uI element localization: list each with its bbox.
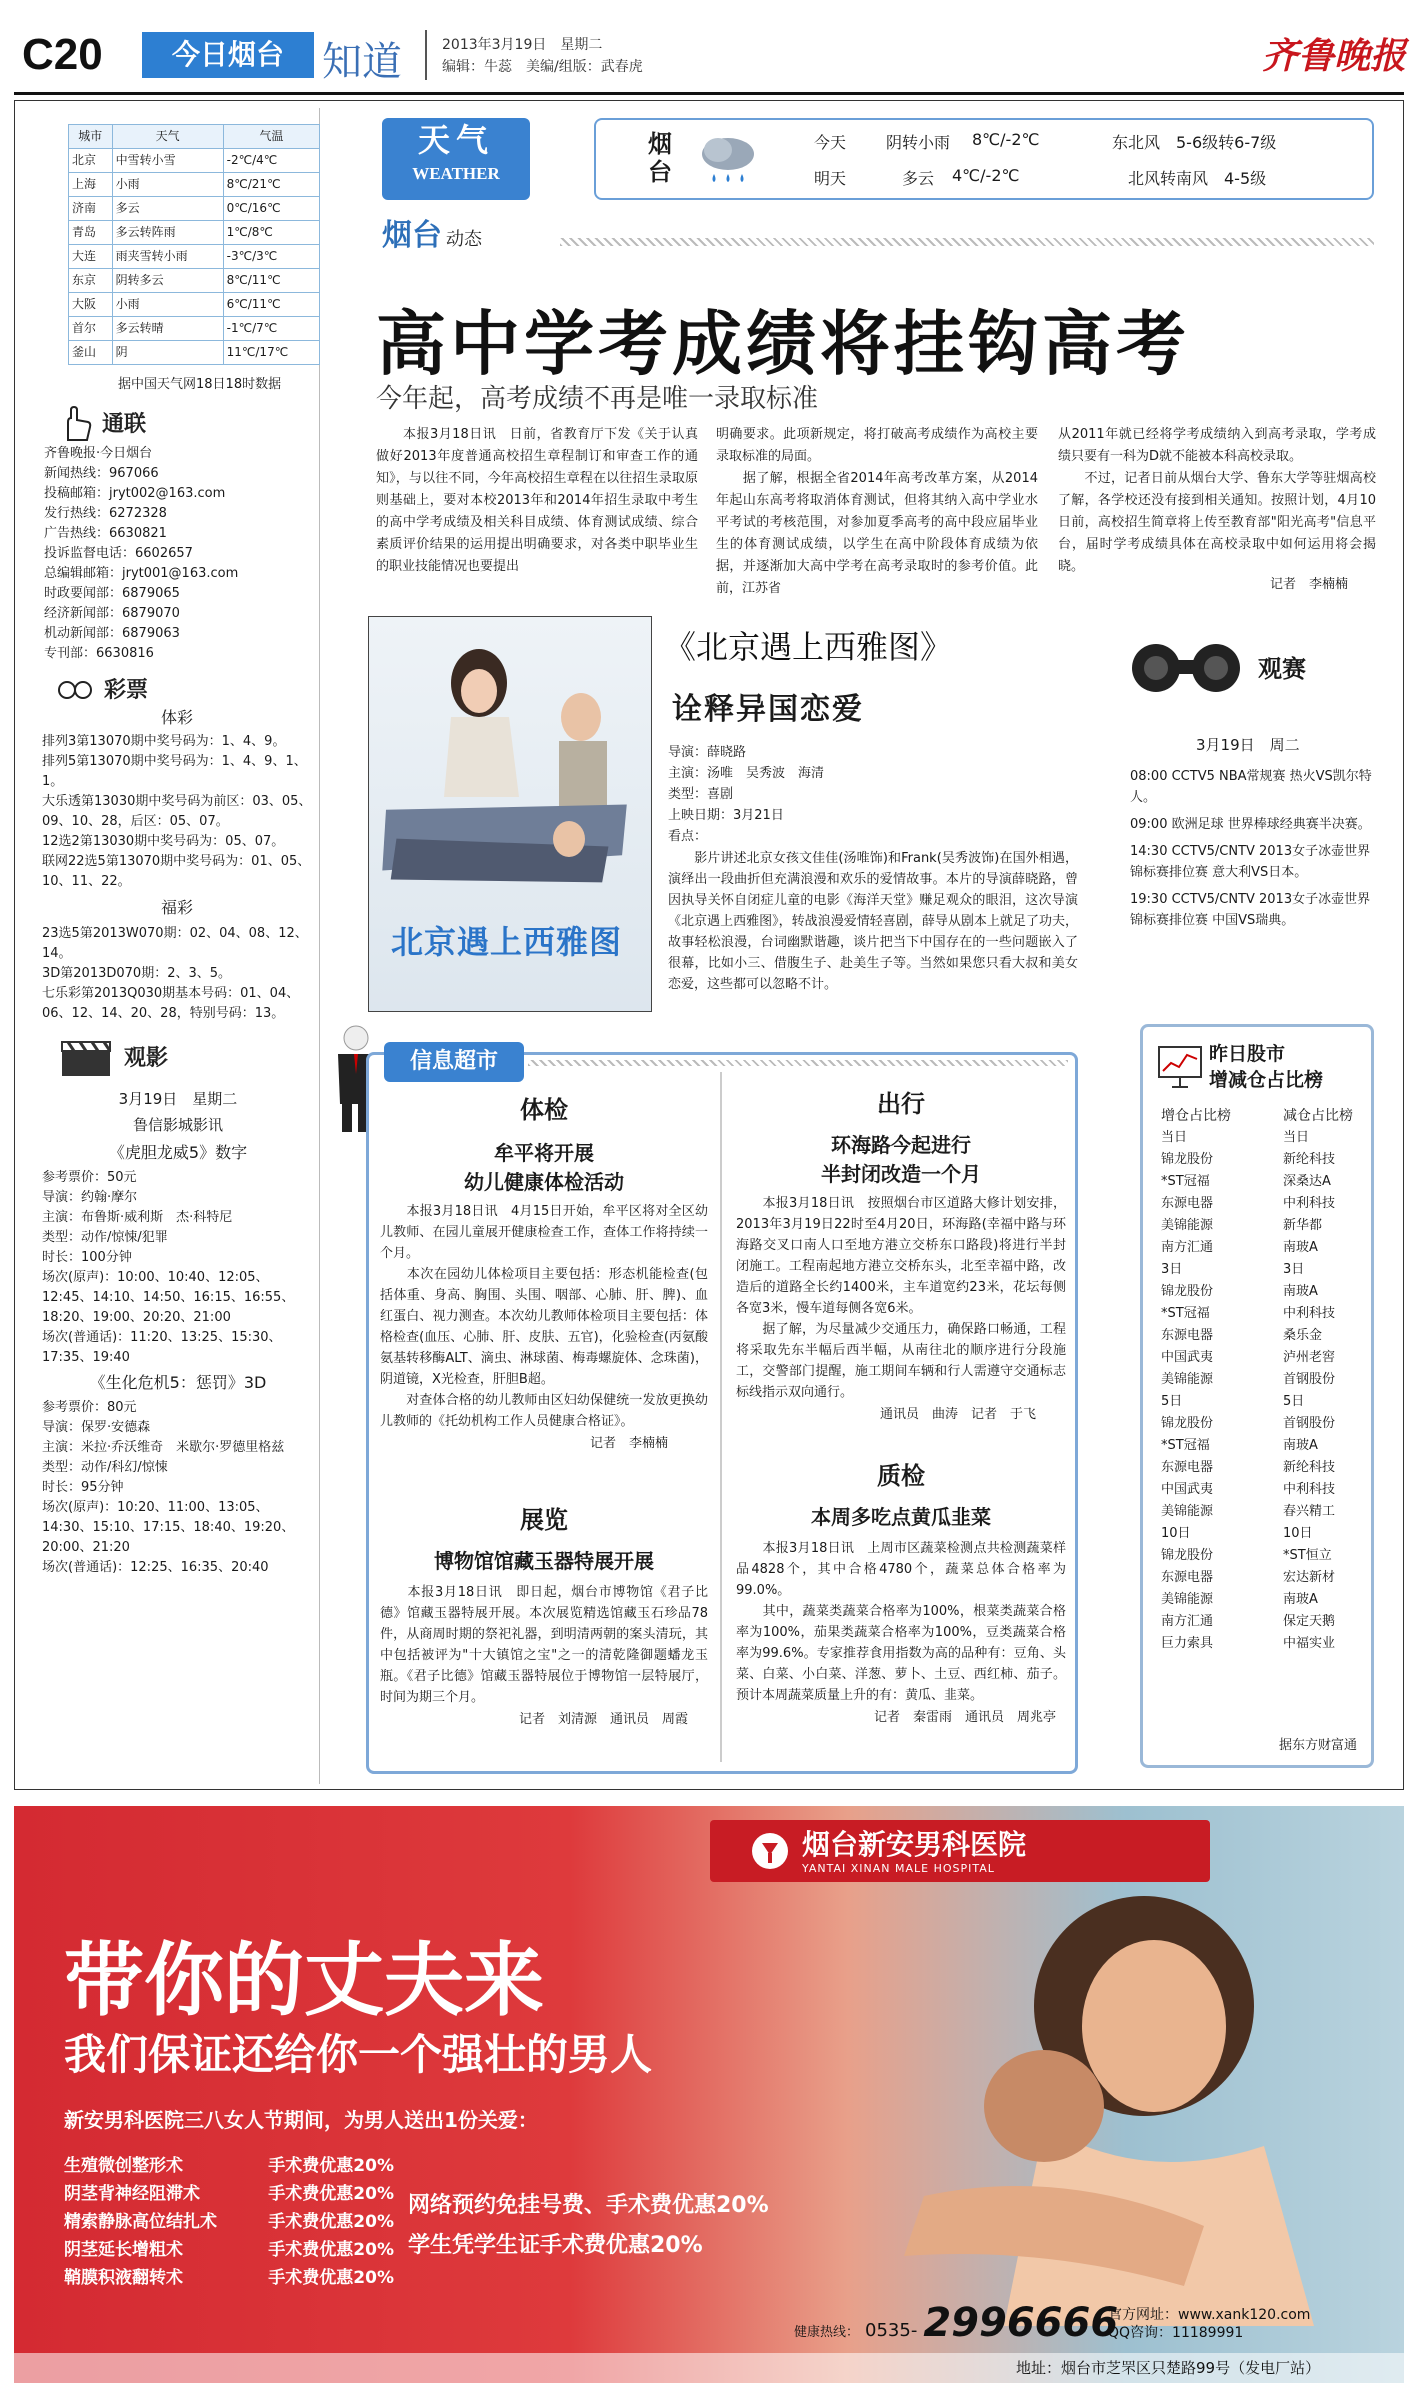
hand-pointer-icon [58, 406, 94, 442]
header-rule [14, 92, 1404, 95]
movie-title: 《生化危机5：惩罚》3D [89, 1373, 267, 1392]
left-column [18, 108, 320, 1784]
movie-line: 时长：100分钟 [42, 1250, 132, 1265]
ad-address: 地址：烟台市芝罘区只楚路99号（发电厂站） [14, 2353, 1404, 2383]
weather-cond: 阴转小雨 [886, 133, 951, 152]
stock-entry: 当日 [1283, 1130, 1310, 1145]
stock-entry: 宏达新材 [1283, 1570, 1336, 1585]
stocks-title1: 昨日股市 [1209, 1043, 1286, 1065]
hospital-banner [710, 1820, 1210, 1882]
ad-item [64, 2180, 394, 2208]
weather-city: 烟台 [648, 130, 672, 186]
movie-title: 《虎胆龙威5》数字 [108, 1143, 248, 1162]
lottery-sub-welfare: 福彩 [160, 898, 193, 917]
editors: 编辑：牛蕊 美编/组版：武春虎 [442, 59, 643, 75]
stocks-heading [1157, 1041, 1371, 1093]
info-story-health [380, 1090, 708, 1451]
hospital-name-cn: 烟台新安男科医院 [802, 1827, 1027, 1861]
table-cell: 青岛 [69, 221, 113, 245]
table-cell: 阴 [112, 341, 223, 365]
ad-item [64, 2152, 394, 2180]
ad-offer: 学生凭学生证手术费优惠20% [408, 2233, 703, 2258]
stock-entry: 首钢股份 [1283, 1372, 1336, 1387]
hotline-number: 2996666 [923, 2300, 1119, 2346]
lottery-line: 3D第2013D070期：2、3、5。 [42, 966, 232, 981]
weather-day: 明天 [814, 169, 847, 188]
stock-entry: 南玻A [1283, 1438, 1318, 1453]
lottery-line: 联网22选5第13070期中奖号码为：01、05、10、11、22。 [42, 854, 311, 889]
stock-entry: 锦龙股份 [1161, 1416, 1214, 1431]
info-story-quality [736, 1456, 1066, 1725]
stocks-lists [1143, 1093, 1371, 1655]
film-poster [368, 616, 652, 1012]
movies-title: 观影 [124, 1045, 169, 1071]
lottery-line: 排列3第13070期中奖号码为：1、4、9。 [42, 734, 286, 749]
story-byline: 通讯员 曲涛 记者 于飞 [879, 1407, 1036, 1422]
clapperboard-icon [58, 1038, 114, 1078]
story-title: 幼儿健康体检活动 [464, 1170, 624, 1194]
stocks-source: 据东方财富通 [1278, 1738, 1357, 1753]
stock-entry: 南玻A [1283, 1240, 1318, 1255]
stock-entry: 美锦能源 [1161, 1504, 1214, 1519]
film-subtitle: 诠释异国恋爱 [672, 692, 864, 727]
info-story-exhibit [380, 1500, 708, 1727]
stock-entry: 首钢股份 [1283, 1416, 1336, 1431]
brand-logo: 齐鲁晚报 [1262, 35, 1407, 77]
movie-line: 导演：约翰·摩尔 [42, 1190, 138, 1205]
stock-entry: 春兴精工 [1283, 1504, 1336, 1519]
hospital-logo-icon [750, 1831, 790, 1871]
ad-item [64, 2236, 394, 2264]
film-title: 《北京遇上西雅图》 [664, 628, 953, 666]
table-cell: 上海 [69, 173, 113, 197]
ad-item-name: 鞘膜积液翻转术 [64, 2268, 183, 2288]
stock-entry: 美锦能源 [1161, 1218, 1214, 1233]
info-divider [720, 1072, 722, 1762]
movie-line: 场次(原声)：10:20、11:00、13:05、14:30、15:10、17:15、18:40、19:20、20:00、21:20 [42, 1500, 295, 1555]
story-category: 体检 [520, 1096, 568, 1124]
header-meta [442, 34, 643, 78]
yantai-label: 烟台 [382, 218, 442, 253]
movies-heading [58, 1038, 319, 1078]
lottery-line: 12选2第13030期中奖号码为：05、07。 [42, 834, 285, 849]
cinema-name: 鲁信影城影讯 [132, 1116, 223, 1134]
story-byline: 记者 刘清源 通讯员 周霞 [518, 1712, 688, 1727]
contact-title: 通联 [102, 411, 147, 437]
sports-item: 09:00 欧洲足球 世界棒球经典赛半决赛。 [1130, 817, 1371, 832]
film-info-line: 看点： [668, 829, 708, 844]
page-number: C20 [22, 30, 103, 79]
story-category: 质检 [877, 1462, 925, 1490]
sports-list [1130, 766, 1380, 931]
stock-entry: 中利科技 [1283, 1482, 1336, 1497]
weather-badge-cn: 天气 [417, 121, 494, 159]
ad-subhead: 我们保证还给你一个强壮的男人 [64, 2030, 653, 2079]
sports-title: 观赛 [1258, 654, 1306, 683]
story-title: 牟平将开展 [494, 1141, 594, 1165]
movie-line: 场次(普通话)：12:25、16:35、20:40 [42, 1560, 269, 1575]
ad-hotline [794, 2300, 1118, 2346]
table-cell: 阴转多云 [112, 269, 223, 293]
stocks-box [1140, 1024, 1374, 1768]
movie-line: 类型：动作/科幻/惊悚 [42, 1460, 168, 1475]
weather-row-today [814, 130, 1276, 153]
contact-line: 广告热线：6630821 [44, 526, 167, 541]
story-byline: 记者 秦雷雨 通讯员 周兆亭 [873, 1710, 1056, 1725]
stock-entry: 中利科技 [1283, 1306, 1336, 1321]
stock-entry: *ST恒立 [1283, 1548, 1332, 1563]
ad-item-discount: 手术费优惠20% [268, 2156, 394, 2176]
weather-temp: 4℃/-2℃ [952, 166, 1020, 185]
th-weather: 天气 [112, 125, 223, 149]
movie-line: 导演：保罗·安德森 [42, 1420, 151, 1435]
weather-today-box [594, 118, 1374, 200]
sports-heading [1124, 636, 1306, 696]
stock-entry: *ST冠福 [1161, 1174, 1210, 1189]
movie-line: 类型：动作/惊悚/犯罪 [42, 1230, 168, 1245]
table-cell: 北京 [69, 149, 113, 173]
stock-entry: 3日 [1161, 1262, 1183, 1277]
stock-entry: 东源电器 [1161, 1328, 1214, 1343]
contact-heading [58, 406, 319, 442]
table-cell: 雨夹雪转小雨 [112, 245, 223, 269]
lottery-line: 大乐透第13030期中奖号码为前区：03、05、09、10、28，后区：05、07。 [42, 794, 312, 829]
story-title: 博物馆馆藏玉器特展开展 [434, 1549, 654, 1573]
stock-entry: 中福实业 [1283, 1636, 1336, 1651]
sports-item: 19:30 CCTV5/CNTV 2013女子冰壶世界锦标赛排位赛 中国VS瑞典。 [1130, 892, 1371, 928]
ad-item-name: 阴茎背神经阻滞术 [64, 2184, 200, 2204]
weather-badge [382, 118, 530, 200]
ad-item-name: 精索静脉高位结扎术 [64, 2212, 217, 2232]
stock-entry: 深桑达A [1283, 1174, 1331, 1189]
stock-entry: 10日 [1161, 1526, 1191, 1541]
stock-entry: *ST冠福 [1161, 1306, 1210, 1321]
contact-line: 机动新闻部：6879063 [44, 626, 180, 641]
stocks-increase-list [1161, 1105, 1231, 1655]
info-market-banner: 信息超市 [384, 1042, 524, 1082]
section-tab: 今日烟台 [142, 32, 314, 78]
movies-date: 3月19日 星期二 [118, 1090, 238, 1108]
stock-entry: 东源电器 [1161, 1196, 1214, 1211]
weather-wind: 北风转南风 4-5级 [1128, 169, 1267, 188]
stock-entry: 南方汇通 [1161, 1240, 1214, 1255]
cloud-rain-icon [696, 130, 760, 190]
story-title: 环海路今起进行 [831, 1133, 971, 1157]
table-cell: 小雨 [112, 173, 223, 197]
story-body: 本报3月18日讯 4月15日开始，牟平区将对全区幼儿教师、在园儿童展开健康检查工作，查体工作将持续一个月。 本次在园幼儿体检项目主要包括：形态机能检查(包括体重、身高、胸围、头围、咽部、心肺、肝、脾)、血红蛋白、视力测查。本次幼儿教师体检项目主要包括：体格检查(血压、心肺、肝、皮肤、五官)，化验检查(丙氨酸氨基转移酶ALT、滴虫、淋球菌、梅毒螺旋体、念珠菌)，阴道镜，X光检查，肝胆B超。 对查体合格的幼儿教师由区妇幼保健统一发放更换幼儿教师的《托幼机构工作人员健康合格证》。 [380, 1204, 708, 1429]
lottery-body [42, 708, 312, 1024]
lottery-line: 七乐彩第2013Q030期基本号码：01、04、06、12、14、20、28，特别号码：13。 [42, 986, 300, 1021]
movies-body [42, 1086, 314, 1578]
ad-web [1108, 2306, 1310, 2342]
table-cell: 11℃/17℃ [223, 341, 319, 365]
table-cell: 首尔 [69, 317, 113, 341]
headline-title: 高中学考成绩将挂钩高考 [376, 303, 1190, 385]
issue-date: 2013年3月19日 星期二 [442, 37, 603, 53]
story-body: 本报3月18日讯 即日起，烟台市博物馆《君子比德》馆藏玉器特展开展。本次展览精选馆藏玉石珍品78件，从商周时期的祭祀礼器，到明清两朝的案头清玩，其中包括被评为"十大镇馆之宝"之一的清乾隆御题蟠龙玉瓶。《君子比德》馆藏玉器特展位于博物馆一层特展厅，时间为期三个月。 [380, 1585, 708, 1705]
weather-temp: 8℃/-2℃ [972, 130, 1040, 149]
stock-entry: 东源电器 [1161, 1570, 1214, 1585]
table-cell: 多云 [112, 197, 223, 221]
stock-entry: 中国武夷 [1161, 1350, 1214, 1365]
binoculars-icon [1124, 636, 1252, 696]
contact-line: 总编辑邮箱：jryt001@163.com [44, 566, 239, 581]
story-byline: 记者 李楠楠 [589, 1436, 668, 1451]
stock-entry: 南方汇通 [1161, 1614, 1214, 1629]
weather-wind: 东北风 5-6级转6-7级 [1112, 133, 1277, 152]
weather-table [68, 124, 320, 365]
story-category: 出行 [877, 1090, 925, 1118]
table-cell: 多云转晴 [112, 317, 223, 341]
lottery-balls-icon [58, 676, 94, 704]
stock-entry: 锦龙股份 [1161, 1548, 1214, 1563]
contact-line: 投稿邮箱：jryt002@163.com [44, 486, 226, 501]
movie-line: 主演：米拉·乔沃维奇 米歇尔·罗德里格兹 [42, 1440, 285, 1455]
ad-item-discount: 手术费优惠20% [268, 2268, 394, 2288]
contact-line: 经济新闻部：6879070 [44, 606, 180, 621]
ad-item-discount: 手术费优惠20% [268, 2184, 394, 2204]
weather-day: 今天 [814, 133, 847, 152]
table-cell: -2℃/4℃ [223, 149, 319, 173]
weather-cond: 多云 [902, 169, 935, 188]
sports-item: 14:30 CCTV5/CNTV 2013女子冰壶世界锦标赛排位赛 意大利VS日本。 [1130, 844, 1371, 880]
ad-site: 官方网址：www.xank120.com [1108, 2307, 1311, 2323]
ad-qq: QQ咨询：11189991 [1108, 2325, 1244, 2341]
lottery-title: 彩票 [104, 677, 149, 703]
ad-item-discount: 手术费优惠20% [268, 2212, 394, 2232]
hatch-stripe [528, 1060, 1068, 1066]
yantai-dynamic-label [382, 210, 482, 254]
movie-line: 主演：布鲁斯·威利斯 杰·科特尼 [42, 1210, 233, 1225]
contact-line: 新闻热线：967066 [44, 466, 159, 481]
contact-list [44, 444, 319, 664]
stock-entry: 中利科技 [1283, 1196, 1336, 1211]
movie-line: 参考票价：80元 [42, 1400, 137, 1415]
weather-source: 据中国天气网18日18时数据 [118, 377, 282, 392]
article-col3: 从2011年就已经将学考成绩纳入到高考录取，学考成绩只要有一科为D就不能被本科高校录取。 不过，记者日前从烟台大学、鲁东大学等驻烟高校了解，各学校还没有接到相关通知。按照计划，4月10日前，高校招生简章将上传至教育部"阳光高考"信息平台，届时学考成绩具体在高校录取中如何运用将会揭晓。 [1058, 427, 1376, 574]
contact-line: 时政要闻部：6879065 [44, 586, 180, 601]
table-cell: -1℃/7℃ [223, 317, 319, 341]
stock-entry: 南玻A [1283, 1592, 1318, 1607]
headline-subtitle: 今年起，高考成绩不再是唯一录取标准 [376, 384, 819, 414]
stock-chart-icon [1157, 1045, 1203, 1089]
ad-headline: 带你的丈夫来 [64, 1933, 544, 2027]
stock-entry: 10日 [1283, 1526, 1313, 1541]
table-cell: 多云转阵雨 [112, 221, 223, 245]
stock-entry: 美锦能源 [1161, 1592, 1214, 1607]
story-body: 本报3月18日讯 按照烟台市区道路大修计划安排，2013年3月19日22时至4月20日，环海路(幸福中路与环海路交叉口南人口至地方港立交桥东口路段)将进行半封闭施工。工程南起地方港立交桥东头，北至幸福中路，改造后的道路全长约1400米，主车道宽约23米，花坛每侧各宽3米，慢车道每侧各宽6米。 据了解，为尽量减少交通压力，确保路口畅通，工程将采取先东半幅后西半幅，从南往北的顺序进行分段施工，交警部门提醒，施工期间车辆和行人需遵守交通标志标线指示双向通行。 [736, 1196, 1066, 1400]
film-info-line: 类型：喜剧 [668, 787, 734, 802]
table-cell: 8℃/11℃ [223, 269, 319, 293]
stock-entry: 5日 [1283, 1394, 1305, 1409]
film-info-line: 上映日期：3月21日 [668, 808, 784, 823]
movie-line: 时长：95分钟 [42, 1480, 124, 1495]
lottery-sub-sports: 体彩 [160, 708, 193, 727]
table-cell: 大连 [69, 245, 113, 269]
stock-entry: 中国武夷 [1161, 1482, 1214, 1497]
table-cell: 中雪转小雪 [112, 149, 223, 173]
stock-entry: 5日 [1161, 1394, 1183, 1409]
ad-item-discount: 手术费优惠20% [268, 2240, 394, 2260]
hatch-stripe [560, 238, 1374, 246]
stock-entry: 保定天鹅 [1283, 1614, 1336, 1629]
sports-date: 3月19日 周二 [1196, 736, 1300, 754]
ad-item-name: 阴茎延长增粗术 [64, 2240, 183, 2260]
ad-items [64, 2152, 394, 2292]
hotline-label: 健康热线： [794, 2325, 860, 2340]
table-cell: 大阪 [69, 293, 113, 317]
weather-badge-en: WEATHER [412, 164, 500, 183]
subsection-label: 知道 [322, 39, 402, 85]
movie-line: 场次(普通话)：11:20、13:25、15:30、17:35、19:40 [42, 1330, 282, 1365]
stock-entry: 锦龙股份 [1161, 1284, 1214, 1299]
stock-entry: 南玻A [1283, 1284, 1318, 1299]
ad-item [64, 2208, 394, 2236]
stock-entry: 新纶科技 [1283, 1152, 1336, 1167]
lottery-line: 23选5第2013W070期：02、04、08、12、14。 [42, 926, 308, 961]
stock-entry: 桑乐金 [1283, 1328, 1323, 1343]
article-col1: 本报3月18日讯 日前，省教育厅下发《关于认真做好2013年度普通高校招生章程制订和审查工作的通知》，与以往不同，今年高校招生章程在以往招生录取原则基础上，要对本校2013年和2014年招生录取中考生的高中学考成绩及相关科目成绩、体育测试成绩、综合素质评价结果的运用提出明确要求，对各类中职毕业生的职业技能情况也要提出 [376, 427, 698, 574]
stock-entry: *ST冠福 [1161, 1438, 1210, 1453]
ad-item-name: 生殖微创整形术 [64, 2156, 183, 2176]
ad-offers [408, 2186, 769, 2266]
stocks-titles [1209, 1041, 1323, 1093]
yantai-label2: 动态 [446, 229, 482, 250]
ad-offer: 网络预约免挂号费、手术费优惠20% [408, 2193, 769, 2218]
hotline-area: 0535- [865, 2320, 918, 2341]
movie-line: 参考票价：50元 [42, 1170, 137, 1185]
hospital-name-en: YANTAI XINAN MALE HOSPITAL [802, 1861, 995, 1875]
film-info-line: 导演：薛晓路 [668, 745, 747, 760]
stock-entry: 新华都 [1283, 1218, 1323, 1233]
stock-entry: 当日 [1161, 1130, 1188, 1145]
lottery-line: 排列5第13070期中奖号码为：1、4、9、1、1。 [42, 754, 307, 789]
stocks-title2: 增减仓占比榜 [1209, 1069, 1324, 1091]
contact-line: 齐鲁晚报·今日烟台 [44, 446, 153, 461]
article-col2: 明确要求。此项新规定，将打破高考成绩作为高校主要录取标准的局面。 据了解，根据全省2014年高考改革方案，从2014年起山东高考将取消体育测试，但将其纳入高中学业水平考试的考核范围，对参加夏季高考的高中段应届毕业生的体育测试成绩，以学生在高中阶段体育成绩为依据，并逐渐加大高中学考在高考录取时的参考价值。此前，江苏省 [716, 427, 1038, 596]
film-info-line: 主演：汤唯 吴秀波 海清 [668, 766, 825, 781]
stocks-col-header: 减仓占比榜 [1283, 1108, 1353, 1124]
hospital-ad [14, 1806, 1404, 2383]
table-cell: 釜山 [69, 341, 113, 365]
poster-title: 北京遇上西雅图 [391, 923, 623, 961]
th-temp: 气温 [223, 125, 319, 149]
contact-line: 专刊部：6630816 [44, 646, 154, 661]
th-city: 城市 [69, 125, 113, 149]
stock-entry: 巨力索具 [1161, 1636, 1214, 1651]
contact-line: 发行热线：6272328 [44, 506, 167, 521]
story-category: 展览 [520, 1506, 568, 1534]
stock-entry: 3日 [1283, 1262, 1305, 1277]
stocks-decrease-list [1283, 1105, 1353, 1655]
contact-line: 投诉监督电话：6602657 [44, 546, 193, 561]
couple-photo [844, 1866, 1404, 2326]
weather-row-tomorrow [814, 166, 1266, 189]
table-cell: 8℃/21℃ [223, 173, 319, 197]
header-divider [425, 30, 427, 80]
article-byline: 记者 李楠楠 [1270, 577, 1349, 592]
table-cell: 0℃/16℃ [223, 197, 319, 221]
stock-entry: 新纶科技 [1283, 1460, 1336, 1475]
story-title: 本周多吃点黄瓜韭菜 [811, 1505, 991, 1529]
table-cell: 小雨 [112, 293, 223, 317]
table-cell: 东京 [69, 269, 113, 293]
stock-entry: 泸州老窖 [1283, 1350, 1336, 1365]
stock-entry: 锦龙股份 [1161, 1152, 1214, 1167]
table-cell: 1℃/8℃ [223, 221, 319, 245]
sports-item: 08:00 CCTV5 NBA常规赛 热火VS凯尔特人。 [1130, 769, 1372, 805]
story-body: 本报3月18日讯 上周市区蔬菜检测点共检测蔬菜样品4828个，其中合格4780个，蔬菜总体合格率为99.0%。 其中，蔬菜类蔬菜合格率为100%，根菜类蔬菜合格率为100%，茄果类蔬菜合格率为100%，豆类蔬菜合格率为99.6%。专家推荐食用指数为高的品种有：豆角、头菜、白菜、小白菜、洋葱、萝卜、土豆、西红柿、茄子。预计本周蔬菜质量上升的有：黄瓜、韭菜。 [736, 1541, 1066, 1703]
lottery-heading [58, 676, 319, 704]
table-cell: 6℃/11℃ [223, 293, 319, 317]
stock-entry: 美锦能源 [1161, 1372, 1214, 1387]
ad-promo: 新安男科医院三八女人节期间，为男人送出1份关爱： [64, 2108, 538, 2132]
film-info [668, 742, 824, 847]
table-cell: 济南 [69, 197, 113, 221]
info-story-traffic [736, 1084, 1066, 1422]
table-cell: -3℃/3℃ [223, 245, 319, 269]
ad-item [64, 2264, 394, 2292]
movie-line: 场次(原声)：10:00、10:40、12:05、12:45、14:10、14:50、16:15、16:55、18:20、19:00、20:20、21:00 [42, 1270, 295, 1325]
hospital-name-block [802, 1828, 1026, 1875]
film-body: 影片讲述北京女孩文佳佳(汤唯饰)和Frank(吴秀波饰)在国外相遇，演绎出一段曲折但充满浪漫和欢乐的爱情故事。本片的导演薛晓路，曾因执导关怀自闭症儿童的电影《海洋天堂》赚足观众的眼泪，这次导演《北京遇上西雅图》，转战浪漫爱情轻喜剧，薛导从剧本上就足了功夫，故事轻松浪漫，台词幽默谐趣，谈片把当下中国存在的一些问题嵌入了很幕，比如小三、借腹生子、赴美生子等。当然如果您只看大叔和美女恋爱，这些都可以忽略不计。 [668, 851, 1078, 992]
story-title: 半封闭改造一个月 [821, 1162, 981, 1186]
stock-entry: 东源电器 [1161, 1460, 1214, 1475]
stocks-col-header: 增仓占比榜 [1161, 1108, 1231, 1124]
